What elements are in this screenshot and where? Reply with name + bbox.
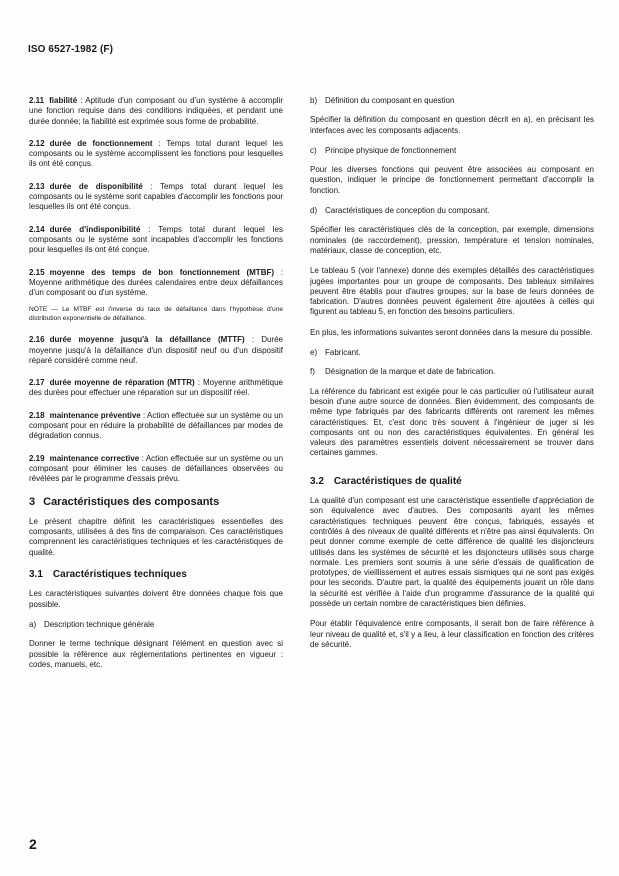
page-number: 2 (29, 836, 37, 852)
definition-number: 2.15 (29, 267, 45, 277)
item-title: Principe physique de fonctionnement (325, 145, 457, 155)
item-c-text: Pour les diverses fonctions qui peuvent être associées au composant en question, indiquer le principe de fonctionnement permettant d'accomplir la fonction. (310, 165, 594, 195)
item-label: f) (310, 367, 315, 377)
section-title: Caractéristiques de qualité (333, 475, 462, 487)
section-number: 3 (29, 495, 36, 508)
definition-term: durée de disponibilité (49, 181, 143, 191)
item-d-text-3: En plus, les informations suivantes seront données dans la mesure du possible. (310, 327, 593, 337)
list-item-b (310, 96, 594, 106)
definition-number: 2.11 (29, 96, 45, 105)
definition-2-18: 2.18 maintenance préventive : Action effectuée sur un système ou un composant pour en réduire la probabilité de défaillances par modes de dégradation connus. (29, 410, 283, 441)
section-3-2-heading (310, 477, 594, 487)
section-3-1-heading (29, 570, 283, 580)
definition-2-19: 2.19 maintenance corrective : Action effectuée sur un système ou un composant pour éliminer les causes de défaillances observées ou révélées par le programme d'essais prévu. (29, 453, 284, 484)
section-title: Caractéristiques techniques (52, 569, 187, 581)
definition-text: Action effectuée sur un système ou un composant pour éliminer les causes de défaillances observées ou révélées par le programme d'essais prévu. (29, 453, 284, 484)
item-a-text: Donner le terme technique désignant l'élément en question avec si possible la référence aux réglementations pertinentes en vigueur : codes, manuels, etc. (29, 639, 283, 669)
definition-number: 2.12 (29, 138, 45, 148)
definition-text: Aptitude d'un composant ou d'un système à accomplir une fonction requise dans des conditions indiquées, et pendant une durée donnée; la fiabilité est exprimée sous forme de probabilité. (29, 96, 283, 126)
definition-2-16: 2.16 durée moyenne jusqu'à la défaillance (MTTF) : Durée moyenne jusqu'à la défaillance d'un dispositif neuf ou d'un dispositif réparé considéré comme neuf. (29, 335, 283, 365)
definition-2-17: 2.17 durée moyenne de réparation (MTTR) : Moyenne arithmétique des durées pour effectuer une réparation sur un dispositif réel. (29, 378, 283, 398)
definition-term: durée moyenne de réparation (MTTR) (49, 378, 195, 388)
item-title: Désignation de la marque et date de fabrication. (325, 367, 496, 377)
list-item-f (310, 367, 594, 377)
section-title: Caractéristiques des composants (43, 495, 220, 508)
section-3-intro: Le présent chapitre définit les caractéristiques essentielles des composants, utilisées à des fins de comparaison. Ces caractéristiques comprennent les caractéristiques techniques et les caractéristiques de qualité. (29, 516, 283, 557)
item-title: Description technique générale (44, 619, 155, 629)
definition-term: maintenance corrective (49, 453, 140, 463)
left-column (29, 96, 283, 680)
item-title: Caractéristiques de conception du composant. (325, 206, 490, 216)
definition-text: Temps total durant lequel les composants ou le système sont capables d'accomplir les fonctions pour lesquelles ils ont été conçus. (29, 181, 283, 212)
definition-2-11: 2.11 fiabilité : Aptitude d'un composant ou d'un système à accomplir une fonction requise dans des conditions indiquées, et pendant une durée donnée; la fiabilité est exprimée sous forme de probabilité. (29, 96, 283, 126)
definition-text: Temps total durant lequel les composants ou le système accomplissent les fonctions pour lesquelles ils ont été conçus. (29, 138, 283, 169)
item-b-text: Spécifier la définition du composant en question décrit en a), en précisant les interfaces avec les composants adjacents. (310, 115, 594, 135)
definition-2-15: 2.15 moyenne des temps de bon fonctionnement (MTBF) : Moyenne arithmétique des durées calendaires entre deux défaillances d'un composant ou d'un système. NOTE — Le MTBF est l'inverse du taux de défaillance dans l'hypothèse d'une distribution exponentielle de défaillance. (29, 267, 283, 322)
definition-number: 2.18 (29, 410, 45, 420)
definition-2-14: 2.14 durée d'indisponibilité : Temps total durant lequel les composants ou le système sont incapables d'accomplir les fonctions pour lesquelles ils ont été conçue. (29, 224, 283, 255)
item-label: c) (310, 145, 317, 155)
definition-number: 2.16 (29, 335, 45, 345)
definition-term: durée moyenne jusqu'à la défaillance (MTTF) (49, 335, 245, 345)
item-f-text: La référence du fabricant est exigée pour le cas particulier où l'utilisateur aurait besoin d'une autre source de données. Bien évidemment, des composants de même type fabriqués par des fabricants différents ont rarement les mêmes caractéristiques. Et, c'est donc très souvent à l'ingénieur de juger si les composants ont ou non des caractéristiques équivalentes. En général les valeurs des paramètres essentiels doivent nécessairement se trouver dans certaines gammes. (310, 386, 594, 458)
definition-number: 2.17 (29, 378, 45, 388)
note-mtbf: NOTE — Le MTBF est l'inverse du taux de défaillance dans l'hypothèse d'une distribution exponentielle de défaillance. (29, 306, 283, 322)
definition-text: Moyenne arithmétique des durées pour effectuer une réparation sur un dispositif réel. (29, 378, 283, 398)
section-3-1-intro: Les caractéristiques suivantes doivent être données chaque fois que possible. (29, 589, 283, 609)
document-header: ISO 6527-1982 (F) (28, 44, 114, 55)
section-3-heading (29, 497, 283, 507)
definition-term: durée de fonctionnement (49, 138, 153, 148)
list-item-a (29, 620, 283, 630)
definition-term: maintenance préventive (49, 410, 141, 420)
definition-text: Durée moyenne jusqu'à la défaillance d'un dispositif neuf ou d'un dispositif réparé considéré comme neuf. (29, 335, 283, 365)
definition-2-13: 2.13 durée de disponibilité : Temps total durant lequel les composants ou le système sont capables d'accomplir les fonctions pour lesquelles ils ont été conçus. (29, 181, 283, 212)
definition-term: moyenne des temps de bon fonctionnement (MTBF) (49, 267, 275, 277)
item-d-text-1: Spécifier les caractéristiques clés de la conception, par exemple, dimensions nominales (de raccordement), pression, température et tension nominales, matériaux, classe de conception, etc. (310, 225, 594, 255)
item-label: e) (310, 348, 318, 358)
section-3-2-paragraph-1: La qualité d'un composant est une caractéristique essentielle d'appréciation de son équivalence avec d'autres. Des composants ayant les mêmes caractéristiques techniques peuvent être conçus, fabriqués, essayés et contrôlés à des niveaux de qualité différents et n'être pas ainsi équivalents. On peut donner comme exemple de cette différence de qualité les disjoncteurs utilisés dans les systèmes de sécurité et les disjoncteurs utilisés sous charge normale. Les premiers sont soumis à une série d'essais de qualification de prototypes, de vieillissement et autres essais sismiques qui ne sont pas exigés pour les seconds. D'autre part, la qualité des équipements jouant un rôle dans la sécurité est vérifiée à l'aide d'un programme d'assurance de la qualité qui possède un certain nombre de caractéristiques bien définies. (310, 496, 594, 608)
section-number: 3.1 (29, 569, 43, 581)
item-title: Fabricant. (325, 348, 361, 358)
section-3-2-paragraph-2: Pour établir l'équivalence entre composants, il serait bon de faire référence à leur niveau de qualité et, s'il y a lieu, à leur classification en fonction des critères de sécurité. (310, 619, 594, 649)
definition-text: Moyenne arithmétique des durées calendaires entre deux défaillances d'un composant ou d'un système. (29, 277, 283, 298)
definition-number: 2.14 (29, 224, 45, 234)
definition-2-12: 2.12 durée de fonctionnement : Temps total durant lequel les composants ou le système accomplissent les fonctions pour lesquelles ils ont été conçus. (29, 138, 283, 169)
definition-text: Action effectuée sur un système ou un composant pour en réduire la probabilité de défaillances par modes de dégradation connus. (29, 410, 283, 441)
definition-number: 2.13 (29, 181, 45, 191)
item-label: d) (310, 206, 318, 216)
definition-term: durée d'indisponibilité (49, 224, 141, 234)
list-item-d (310, 206, 594, 216)
item-d-text-2: Le tableau 5 (voir l'annexe) donne des exemples détaillés des caractéristiques jugées importantes pour un groupe de composants. Des tableaux similaires peuvent être établis pour d'autres groupes, sur la base de leurs données de fabrication. D'autres données peuvent également être ajoutées à celles qui figurent au tableau 5, en fonction des besoins particuliers. (310, 266, 594, 317)
list-item-c (310, 146, 594, 156)
item-label: b) (310, 96, 318, 105)
section-number: 3.2 (310, 475, 324, 487)
right-column (310, 96, 594, 660)
item-title: Définition du composant en question (325, 96, 455, 105)
definition-number: 2.19 (29, 453, 45, 463)
list-item-e (310, 348, 594, 358)
item-label: a) (29, 619, 37, 629)
definition-term: fiabilité (49, 96, 78, 105)
definition-text: Temps total durant lequel les composants ou le système sont incapables d'accomplir les fonctions pour lesquelles ils ont été conçue. (29, 224, 283, 255)
